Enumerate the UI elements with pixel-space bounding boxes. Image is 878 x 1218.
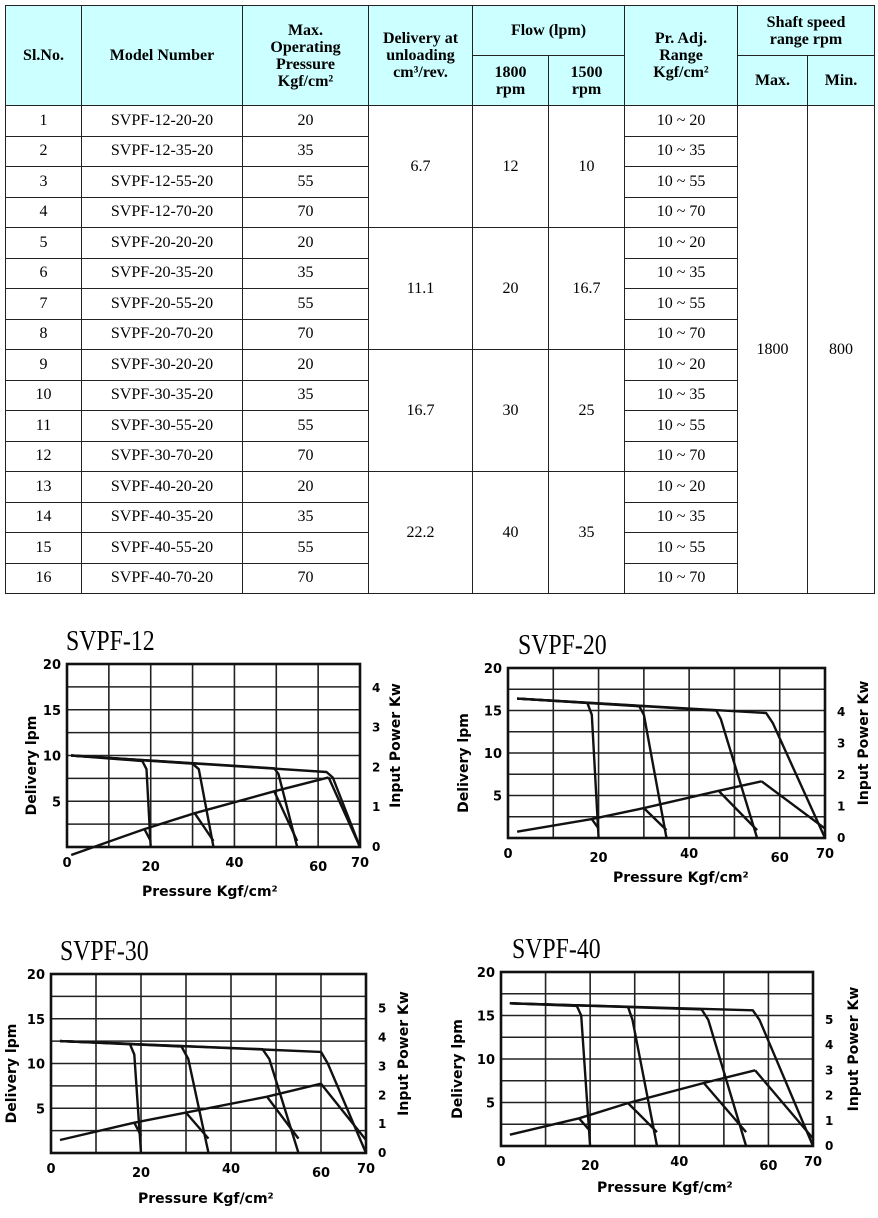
x-tick-label: 40: [680, 847, 699, 862]
y-tick-label: 15: [26, 1012, 45, 1028]
header-shaft-min: Min.: [808, 56, 875, 106]
cell-pr-adj-range: 10 ~ 55: [625, 533, 738, 564]
cell-delivery: 16.7: [369, 350, 473, 472]
chart-plot: [440, 930, 878, 1218]
cell-sl-no: 13: [6, 472, 82, 503]
y-tick-label: 10: [42, 749, 61, 765]
cell-sl-no: 3: [6, 167, 82, 198]
y2-axis-label: Input Power Kw: [856, 680, 872, 806]
header-line: Kgf/cm²: [277, 72, 334, 90]
x-axis-label: Pressure Kgf/cm²: [138, 1191, 274, 1207]
x-axis-label: Pressure Kgf/cm²: [597, 1180, 733, 1196]
header-flow-1800: [473, 56, 549, 106]
x-tick-label: 20: [141, 860, 160, 875]
chart-title: SVPF-20: [518, 630, 607, 661]
grid-lines: [501, 972, 813, 1146]
chart-title: SVPF-30: [60, 936, 149, 967]
power-curve: [762, 781, 825, 828]
y2-tick-label: 0: [825, 1139, 834, 1153]
header-max-pressure: [243, 6, 369, 106]
y2-axis-label: Input Power Kw: [396, 991, 412, 1116]
cell-sl-no: 11: [6, 411, 82, 442]
cell-model-number: SVPF-12-35-20: [82, 136, 243, 167]
cell-model-number: SVPF-12-20-20: [82, 106, 243, 137]
cell-model-number: SVPF-20-55-20: [82, 289, 243, 320]
cell-model-number: SVPF-20-70-20: [82, 319, 243, 350]
cell-max-pressure: 70: [243, 441, 369, 472]
cell-max-pressure: 35: [243, 258, 369, 289]
y2-tick-label: 4: [378, 1030, 387, 1045]
cell-pr-adj-range: 10 ~ 35: [625, 380, 738, 411]
cell-pr-adj-range: 10 ~ 55: [625, 289, 738, 320]
cell-max-pressure: 70: [243, 319, 369, 350]
power-curve: [321, 1084, 366, 1140]
series-group: [60, 1041, 366, 1153]
x-tick-label: 70: [356, 1162, 376, 1177]
cell-pr-adj-range: 10 ~ 55: [625, 411, 738, 442]
chart-svpf-30: [0, 930, 440, 1218]
cell-flow-1800: 40: [473, 472, 549, 594]
header-line: Pressure: [276, 55, 335, 73]
grid-lines: [67, 664, 360, 847]
chart-title: SVPF-12: [66, 626, 155, 657]
x-tick-label: 0: [496, 1155, 506, 1170]
y2-tick-label: 5: [378, 1001, 387, 1016]
grid-lines: [51, 974, 366, 1153]
x-tick-label: 20: [589, 851, 608, 866]
header-delivery: [369, 6, 473, 106]
cell-max-pressure: 20: [243, 350, 369, 381]
power-curve: [719, 791, 758, 830]
y-axis-label: Delivery lpm: [4, 1023, 20, 1124]
header-line: Max.: [287, 21, 324, 39]
y-tick-label: 20: [42, 658, 61, 673]
y2-tick-label: 1: [372, 800, 381, 815]
cell-max-pressure: 55: [243, 289, 369, 320]
x-axis-label: Pressure Kgf/cm²: [142, 884, 278, 900]
power-curve: [186, 1113, 209, 1139]
cell-model-number: SVPF-20-20-20: [82, 228, 243, 259]
cell-sl-no: 1: [6, 106, 82, 137]
cell-shaft-min: 800: [808, 106, 875, 594]
y2-tick-label: 3: [825, 1063, 834, 1078]
cell-max-pressure: 35: [243, 136, 369, 167]
y2-tick-label: 1: [378, 1117, 387, 1132]
chart-plot: [440, 620, 878, 910]
x-tick-label: 60: [311, 1166, 331, 1181]
grid-lines: [508, 668, 825, 838]
header-shaft-max: Max.: [738, 56, 808, 106]
cell-max-pressure: 70: [243, 197, 369, 228]
cell-delivery: 6.7: [369, 106, 473, 228]
x-tick-label: 60: [309, 860, 328, 875]
cell-pr-adj-range: 10 ~ 70: [625, 197, 738, 228]
x-tick-label: 20: [131, 1166, 151, 1181]
cell-sl-no: 5: [6, 228, 82, 259]
cell-model-number: SVPF-40-55-20: [82, 533, 243, 564]
y2-tick-label: 4: [372, 680, 381, 695]
cell-flow-1500: 10: [549, 106, 625, 228]
y-tick-label: 15: [483, 704, 502, 720]
cell-pr-adj-range: 10 ~ 20: [625, 106, 738, 137]
cell-sl-no: 10: [6, 380, 82, 411]
y2-tick-label: 3: [372, 720, 381, 735]
table-body: [6, 106, 875, 594]
table-row: [6, 106, 875, 137]
cell-pr-adj-range: 10 ~ 35: [625, 502, 738, 533]
cell-sl-no: 9: [6, 350, 82, 381]
header-line: Operating: [270, 38, 341, 56]
y-tick-label: 10: [476, 1053, 495, 1068]
y-tick-label: 5: [485, 1096, 495, 1112]
cell-pr-adj-range: 10 ~ 35: [625, 258, 738, 289]
y-tick-label: 20: [483, 662, 502, 677]
header-line: unloading: [386, 47, 455, 64]
x-tick-label: 0: [503, 847, 513, 862]
cell-model-number: SVPF-30-35-20: [82, 380, 243, 411]
chart-svpf-12: [0, 620, 440, 910]
header-line: Delivery at: [382, 30, 459, 47]
cell-shaft-max: 1800: [738, 106, 808, 594]
cell-model-number: SVPF-40-70-20: [82, 563, 243, 594]
y2-tick-label: 2: [372, 760, 381, 775]
cell-max-pressure: 20: [243, 106, 369, 137]
cell-pr-adj-range: 10 ~ 70: [625, 319, 738, 350]
y-tick-label: 10: [483, 747, 502, 762]
cell-sl-no: 2: [6, 136, 82, 167]
header-line: rpm: [571, 80, 602, 98]
y2-tick-label: 0: [837, 831, 846, 845]
x-tick-label: 0: [46, 1162, 56, 1177]
y-tick-label: 5: [35, 1102, 45, 1118]
header-flow: Flow (lpm): [473, 6, 625, 56]
header-model-number: Model Number: [82, 6, 243, 106]
cell-pr-adj-range: 10 ~ 20: [625, 228, 738, 259]
cell-pr-adj-range: 10 ~ 20: [625, 350, 738, 381]
cell-pr-adj-range: 10 ~ 55: [625, 167, 738, 198]
cell-sl-no: 12: [6, 441, 82, 472]
y-tick-label: 20: [476, 966, 495, 981]
cell-sl-no: 4: [6, 197, 82, 228]
y-tick-label: 10: [26, 1057, 45, 1073]
header-line: 1800: [494, 63, 527, 81]
header-line: Pr. Adj.: [654, 30, 708, 47]
x-tick-label: 60: [759, 1159, 778, 1174]
cell-flow-1800: 30: [473, 350, 549, 472]
cell-pr-adj-range: 10 ~ 70: [625, 563, 738, 594]
delivery-curve: [60, 1041, 366, 1153]
header-sl-no: Sl.No.: [6, 6, 82, 106]
y2-axis-label: Input Power Kw: [388, 683, 404, 808]
chart-plot: [0, 620, 440, 910]
cell-max-pressure: 35: [243, 502, 369, 533]
cell-pr-adj-range: 10 ~ 70: [625, 441, 738, 472]
y2-tick-label: 2: [825, 1088, 834, 1103]
y2-tick-label: 2: [837, 768, 846, 783]
y-axis-label: Delivery lpm: [456, 713, 472, 813]
header-line: Shaft speed: [766, 13, 846, 31]
y2-tick-label: 1: [837, 799, 846, 814]
cell-sl-no: 8: [6, 319, 82, 350]
cell-sl-no: 16: [6, 563, 82, 594]
series-group: [71, 756, 360, 856]
y2-tick-label: 2: [378, 1088, 387, 1103]
x-tick-label: 70: [815, 847, 835, 862]
cell-model-number: SVPF-12-55-20: [82, 167, 243, 198]
header-line: cm³/rev.: [393, 64, 448, 81]
cell-model-number: SVPF-20-35-20: [82, 258, 243, 289]
cell-model-number: SVPF-40-35-20: [82, 502, 243, 533]
y2-tick-label: 0: [378, 1146, 387, 1160]
cell-max-pressure: 55: [243, 411, 369, 442]
cell-flow-1800: 12: [473, 106, 549, 228]
y2-tick-label: 3: [378, 1059, 387, 1074]
cell-model-number: SVPF-30-70-20: [82, 441, 243, 472]
cell-flow-1500: 16.7: [549, 228, 625, 350]
x-tick-label: 70: [350, 856, 370, 871]
y-tick-label: 5: [51, 795, 61, 811]
y-tick-label: 15: [476, 1009, 495, 1025]
cell-flow-1500: 35: [549, 472, 625, 594]
y2-tick-label: 4: [825, 1038, 834, 1053]
cell-model-number: SVPF-12-70-20: [82, 197, 243, 228]
x-tick-label: 40: [225, 856, 244, 871]
header-pr-adj-range: [625, 6, 738, 106]
cell-model-number: SVPF-40-20-20: [82, 472, 243, 503]
y2-tick-label: 0: [372, 840, 381, 854]
power-curve: [329, 777, 360, 847]
chart-title: SVPF-40: [512, 934, 601, 965]
chart-plot: [0, 930, 440, 1218]
header-shaft-speed: [738, 6, 875, 56]
y2-tick-label: 3: [837, 736, 846, 751]
y-axis-label: Delivery lpm: [450, 1019, 466, 1119]
cell-sl-no: 7: [6, 289, 82, 320]
spec-table: [5, 5, 875, 594]
header-line: rpm: [495, 80, 526, 98]
cell-pr-adj-range: 10 ~ 20: [625, 472, 738, 503]
y2-tick-label: 1: [825, 1113, 834, 1128]
header-line: 1500: [570, 63, 603, 81]
x-tick-label: 70: [803, 1155, 823, 1170]
header-line: range rpm: [769, 30, 843, 48]
cell-flow-1800: 20: [473, 228, 549, 350]
y2-axis-label: Input Power Kw: [846, 986, 862, 1112]
cell-max-pressure: 20: [243, 228, 369, 259]
cell-sl-no: 14: [6, 502, 82, 533]
cell-max-pressure: 55: [243, 533, 369, 564]
cell-max-pressure: 55: [243, 167, 369, 198]
y2-tick-label: 5: [825, 1012, 834, 1027]
y-tick-label: 15: [42, 703, 61, 719]
chart-svpf-20: [440, 620, 878, 910]
cell-delivery: 22.2: [369, 472, 473, 594]
cell-max-pressure: 20: [243, 472, 369, 503]
cell-delivery: 11.1: [369, 228, 473, 350]
x-tick-label: 60: [770, 851, 789, 866]
x-tick-label: 40: [221, 1162, 241, 1177]
header-line: Kgf/cm²: [653, 64, 709, 81]
cell-sl-no: 15: [6, 533, 82, 564]
x-axis-label: Pressure Kgf/cm²: [613, 870, 749, 886]
cell-sl-no: 6: [6, 258, 82, 289]
header-line: Range: [659, 47, 703, 64]
cell-pr-adj-range: 10 ~ 35: [625, 136, 738, 167]
cell-flow-1500: 25: [549, 350, 625, 472]
y2-tick-label: 4: [837, 705, 846, 720]
power-curve: [60, 1084, 321, 1140]
y-axis-label: Delivery lpm: [24, 715, 40, 816]
y-tick-label: 5: [492, 789, 502, 805]
y-tick-label: 20: [26, 968, 45, 983]
cell-model-number: SVPF-30-55-20: [82, 411, 243, 442]
cell-max-pressure: 70: [243, 563, 369, 594]
x-tick-label: 0: [62, 856, 72, 871]
x-tick-label: 40: [670, 1155, 689, 1170]
chart-svpf-40: [440, 930, 878, 1218]
cell-model-number: SVPF-30-20-20: [82, 350, 243, 381]
header-flow-1500: [549, 56, 625, 106]
x-tick-label: 20: [581, 1159, 600, 1174]
cell-max-pressure: 35: [243, 380, 369, 411]
